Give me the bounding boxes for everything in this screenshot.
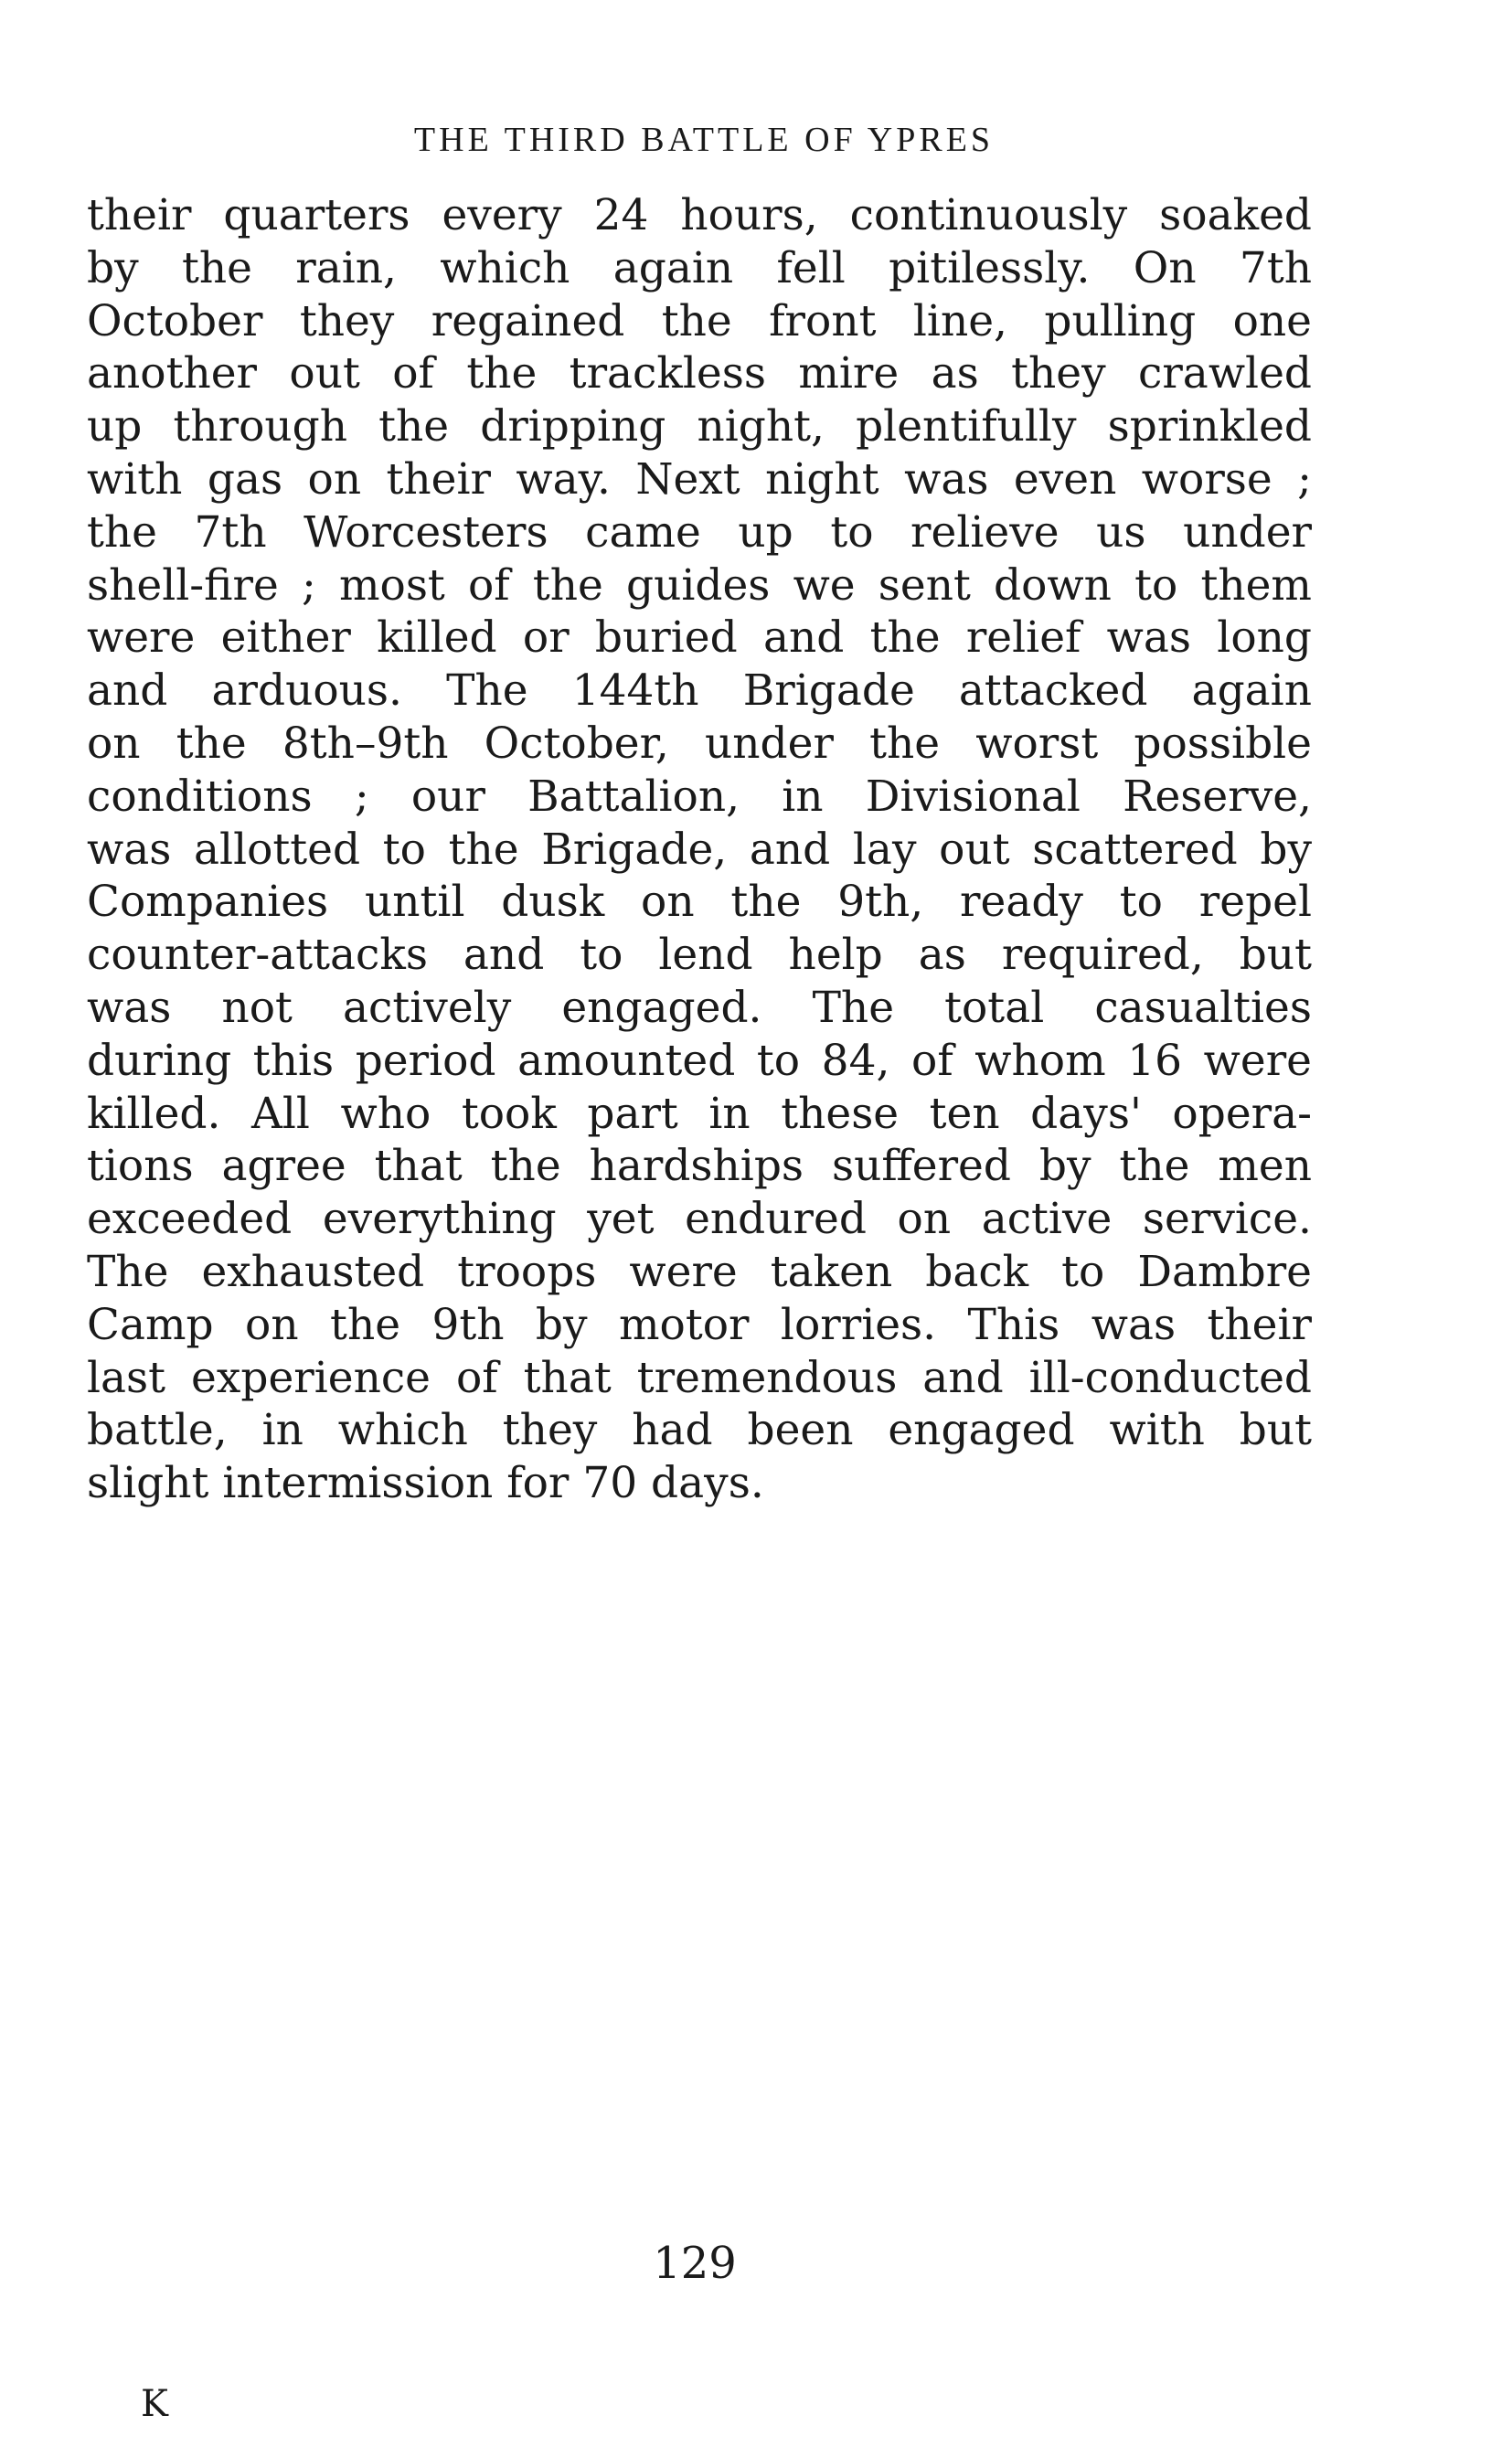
text-line-last: slight intermission for 70 days. xyxy=(87,1458,764,1509)
text-line: October they regained the front line, pulling one xyxy=(87,295,1312,346)
text-line: were either killed or buried and the relief was long xyxy=(87,612,1312,664)
text-line: up through the dripping night, plentifully sprinkled xyxy=(87,401,1312,452)
text-line: another out of the trackless mire as they crawled xyxy=(87,348,1312,399)
text-line: the 7th Worcesters came up to relieve us under xyxy=(87,506,1312,558)
text-line: battle, in which they had been engaged with but xyxy=(87,1405,1312,1456)
text-line: tions agree that the hardships suffered by the men xyxy=(87,1141,1312,1192)
page-number: 129 xyxy=(653,2238,737,2289)
text-line: counter-attacks and to lend help as required, but xyxy=(87,930,1312,981)
text-line: conditions ; our Battalion, in Divisional Reserve, xyxy=(87,771,1312,822)
text-line: during this period amounted to 84, of whom 16 were xyxy=(87,1035,1312,1086)
text-line: with gas on their way. Next night was even worse ; xyxy=(87,453,1312,505)
text-line: Companies until dusk on the 9th, ready to repel xyxy=(87,877,1312,928)
text-line: exceeded everything yet endured on active service. xyxy=(87,1194,1312,1245)
body-text xyxy=(87,189,1312,1510)
text-line: killed. All who took part in these ten days' opera- xyxy=(87,1088,1312,1139)
signature-mark: K xyxy=(141,2383,168,2425)
text-line: The exhausted troops were taken back to Dambre xyxy=(87,1246,1312,1297)
text-line: was allotted to the Brigade, and lay out scattered by xyxy=(87,824,1312,875)
text-line: Camp on the 9th by motor lorries. This was their xyxy=(87,1299,1312,1350)
text-line: on the 8th–9th October, under the worst possible xyxy=(87,718,1312,769)
text-line: shell-fire ; most of the guides we sent down to them xyxy=(87,559,1312,611)
text-line: by the rain, which again fell pitilessly. On 7th xyxy=(87,242,1312,293)
text-line: last experience of that tremendous and ill-conducted xyxy=(87,1352,1312,1403)
text-line: and arduous. The 144th Brigade attacked again xyxy=(87,665,1312,717)
text-line: was not actively engaged. The total casualties xyxy=(87,982,1312,1033)
running-head: THE THIRD BATTLE OF YPRES xyxy=(413,121,995,159)
text-line: their quarters every 24 hours, continuously soaked xyxy=(87,190,1312,240)
